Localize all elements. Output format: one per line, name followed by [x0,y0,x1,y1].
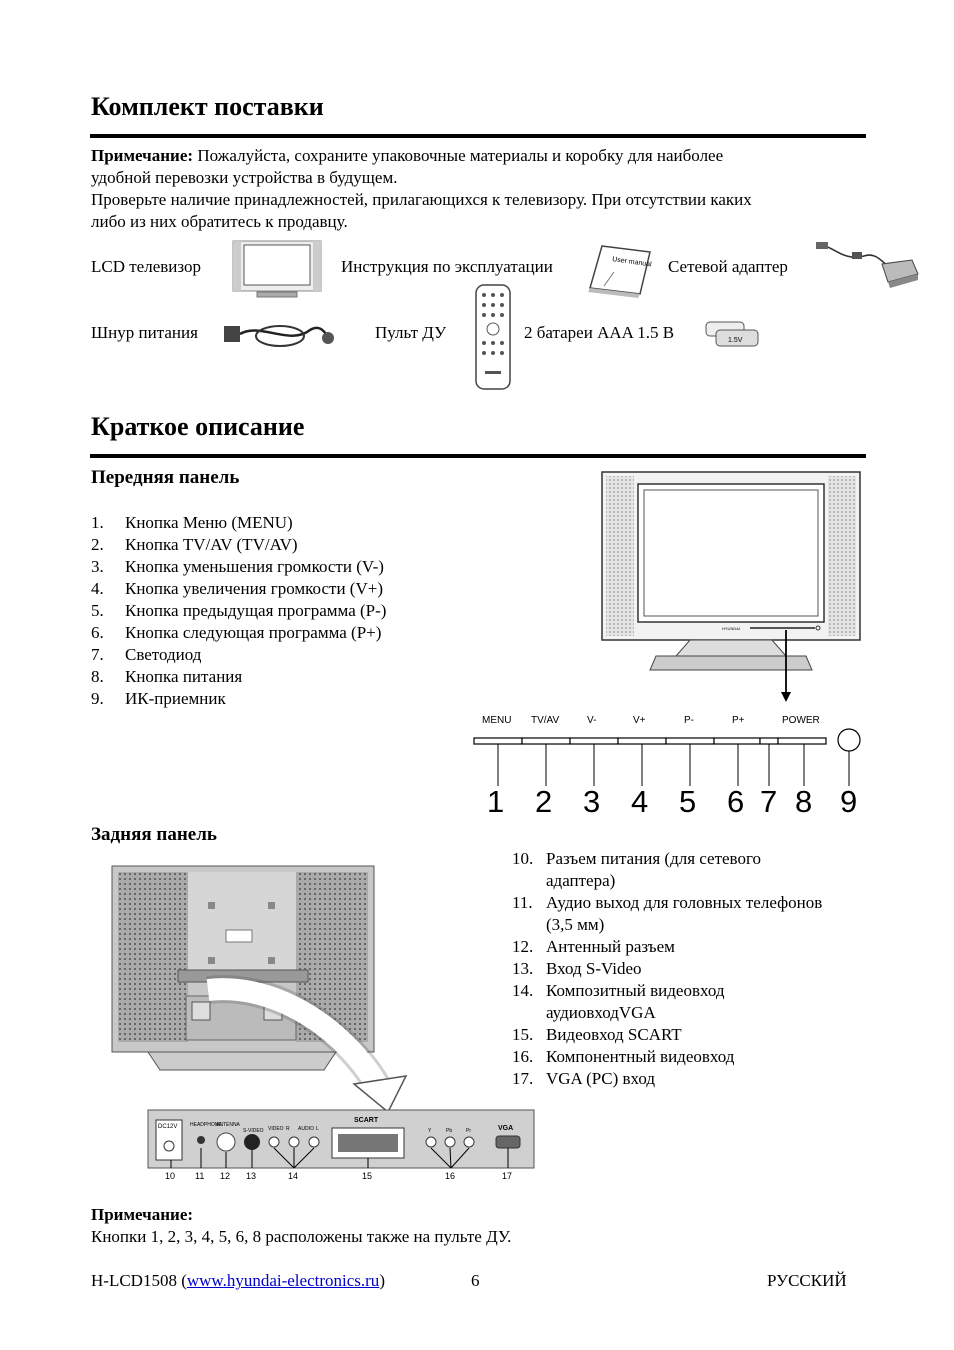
list-item: 8. Кнопка питания [91,667,243,686]
manual-caption: User manual [611,256,652,269]
connector-number: 12 [220,1171,231,1181]
list-item: 16. Компонентный видеовход [512,1047,735,1066]
kit-item-adapter: Сетевой адаптер [668,257,788,276]
front-panel-title: Передняя панель [91,467,240,488]
kit-check-text2: либо из них обратитесь к продавцу. [91,212,348,231]
button-label-pminus: P- [684,715,694,726]
kit-note [91,145,871,233]
connector-label: AUDIO [298,1126,314,1132]
connector-number: 11 [195,1171,205,1181]
button-label-tvav: TV/AV [531,715,560,726]
button-number: 3 [583,784,601,819]
kit-note-text2: удобной перевозки устройства в будущем. [91,168,398,187]
battery-label: 1.5V [728,337,743,344]
footer-close: ) [379,1271,385,1290]
connector-label: SCART [354,1117,379,1124]
connector-number: 16 [445,1171,456,1181]
rear-panel-title: Задняя панель [91,824,217,845]
kit-note-label: Примечание: [91,146,194,165]
connector-label: HEADPHONE [190,1122,222,1128]
button-number: 8 [795,784,813,819]
button-number: 5 [679,784,697,819]
connector-label: ANTENNA [216,1122,240,1128]
list-item: 10. Разъем питания (для сетевого адаптера) [512,849,762,890]
kit-item-manual: Инструкция по эксплуатации [341,257,553,276]
list-item: 12. Антенный разъем [512,937,675,956]
kit-item-lcd: LCD телевизор [91,257,201,276]
list-item: 14. Композитный видеовход аудиовходVGA [512,981,725,1022]
manual-icon [584,242,662,300]
kit-check-text1: Проверьте наличие принадлежностей, прилагающихся к телевизору. При отсутствии каких [91,190,752,209]
button-label-pplus: P+ [732,715,745,726]
connector-number: 17 [502,1171,513,1181]
list-item: 4. Кнопка увеличения громкости (V+) [91,579,383,598]
connector-label: S-VIDEO [243,1128,264,1134]
button-label-vplus: V+ [633,715,646,726]
desc-title: Краткое описание [91,412,305,441]
connector-label: Pb [446,1128,453,1134]
kit-note-text: Пожалуйста, сохраните упаковочные материалы и коробку для наиболее [193,146,724,165]
button-number: 2 [535,784,553,819]
button-number: 7 [760,784,778,819]
connector-label: VGA [498,1125,514,1132]
tv-front-illustration [600,470,865,705]
note2-label: Примечание: [91,1205,194,1224]
connector-label: Y [428,1128,432,1134]
connector-label: L [316,1126,319,1132]
connector-label: R [286,1126,290,1132]
footer-language: РУССКИЙ [767,1271,847,1290]
list-item: 11. Аудио выход для головных телефонов (3,5 мм) [512,893,823,934]
button-label-power: POWER [782,715,820,726]
adapter-icon [812,238,920,290]
power-cord-icon [220,316,338,352]
connector-number: 10 [165,1171,176,1181]
kit-item-batteries: 2 батареи AAA 1.5 В [524,323,675,342]
note2 [91,1204,511,1248]
list-item: 1. Кнопка Меню (MENU) [91,513,293,532]
rear-panel-list [512,848,822,1090]
footer-link[interactable]: www.hyundai-electronics.ru [186,1271,380,1290]
footer-model [91,1270,385,1292]
remote-control-icon [472,283,514,391]
page-number: 6 [471,1271,480,1290]
list-item: 9. ИК-приемник [91,689,226,708]
connector-label: DC12V [158,1124,178,1130]
list-item: 5. Кнопка предыдущая программа (P-) [91,601,387,620]
kit-title: Комплект поставки [91,92,324,121]
kit-item-cord: Шнур питания [91,323,198,342]
list-item: 13. Вход S-Video [512,959,642,978]
front-button-strip [470,728,870,790]
connector-panel [146,1108,538,1186]
button-number: 4 [631,784,649,819]
button-label-vminus: V- [587,715,597,726]
list-item: 15. Видеовход SCART [512,1025,682,1044]
tv-rear-illustration [108,862,408,1112]
tv-brand: HYUNDAI [722,626,741,631]
button-label-menu: MENU [482,715,512,726]
button-number: 1 [487,784,505,819]
button-number: 9 [840,784,858,819]
footer-model-text: H-LCD1508 ( [91,1271,187,1290]
list-item: 17. VGA (PC) вход [512,1069,656,1088]
kit-item-remote: Пульт ДУ [375,323,447,342]
kit-rule [90,134,866,138]
list-item: 7. Светодиод [91,645,202,664]
connector-number: 13 [246,1171,257,1181]
desc-rule [90,454,866,458]
note2-text: Кнопки 1, 2, 3, 4, 5, 6, 8 расположены также на пульте ДУ. [91,1227,512,1246]
list-item: 3. Кнопка уменьшения громкости (V-) [91,557,384,576]
list-item: 2. Кнопка TV/AV (TV/AV) [91,535,298,554]
connector-number: 14 [288,1171,299,1181]
front-panel-list [91,512,386,710]
connector-label: Pr [466,1128,471,1134]
batteries-icon [702,318,764,350]
button-number: 6 [727,784,745,819]
connector-number: 15 [362,1171,373,1181]
lcd-tv-icon [229,238,325,300]
list-item: 6. Кнопка следующая программа (P+) [91,623,382,642]
connector-label: VIDEO [268,1126,284,1132]
